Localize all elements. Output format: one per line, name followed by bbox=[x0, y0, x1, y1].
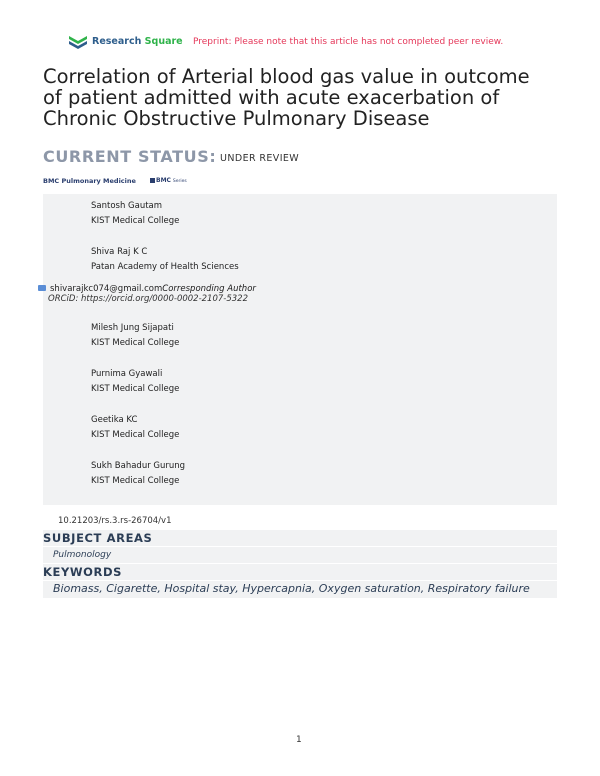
logo-name: Research bbox=[92, 36, 142, 47]
corresponding-author-label: Corresponding Author bbox=[162, 284, 256, 294]
article-title: Correlation of Arterial blood gas value in outcome of patient admitted with acute exacerbation of Chronic Obstructive Pulmonary Disease bbox=[43, 65, 530, 130]
author-name: Shiva Raj K C bbox=[91, 247, 148, 257]
journal-name[interactable]: BMC Pulmonary Medicine bbox=[43, 177, 136, 185]
preprint-notice: Preprint: Please note that this article has not completed peer review. bbox=[193, 37, 504, 47]
mail-icon[interactable] bbox=[38, 285, 46, 291]
author-entry bbox=[91, 321, 179, 351]
author-entry bbox=[91, 413, 179, 443]
subject-areas-value[interactable]: Pulmonology bbox=[43, 547, 557, 563]
author-name: Santosh Gautam bbox=[91, 201, 163, 211]
author-entry bbox=[91, 199, 179, 229]
author-affiliation: KIST Medical College bbox=[91, 216, 180, 226]
author-entry bbox=[91, 459, 185, 489]
keywords-heading: KEYWORDS bbox=[43, 564, 557, 580]
corresponding-email-link[interactable]: shivarajkc074@gmail.com bbox=[50, 284, 163, 294]
author-affiliation: KIST Medical College bbox=[91, 338, 180, 348]
page-number: 1 bbox=[296, 735, 302, 745]
bmc-series-word: Series bbox=[172, 179, 187, 184]
bmc-series-logo bbox=[150, 177, 187, 184]
author-name: Geetika KC bbox=[91, 415, 138, 425]
research-square-logo-icon bbox=[68, 34, 88, 50]
author-name: Sukh Bahadur Gurung bbox=[91, 461, 186, 471]
author-affiliation: KIST Medical College bbox=[91, 384, 180, 394]
bmc-mark-icon bbox=[150, 178, 155, 183]
orcid-link[interactable]: ORCiD: https://orcid.org/0000-0002-2107-5322 bbox=[48, 294, 248, 304]
author-name: Purnima Gyawali bbox=[91, 369, 163, 379]
author-entry bbox=[91, 245, 239, 275]
logo-square-word: Square bbox=[144, 36, 183, 47]
author-name: Milesh Jung Sijapati bbox=[91, 323, 174, 333]
authors-panel bbox=[43, 194, 557, 505]
author-affiliation: KIST Medical College bbox=[91, 430, 180, 440]
author-affiliation: KIST Medical College bbox=[91, 476, 180, 486]
status-value: UNDER REVIEW bbox=[220, 153, 300, 164]
logo-wordmark bbox=[92, 36, 183, 47]
doi-link[interactable]: 10.21203/rs.3.rs-26704/v1 bbox=[58, 516, 172, 526]
bmc-brand: BMC bbox=[156, 177, 171, 184]
author-entry bbox=[91, 367, 179, 397]
author-affiliation: Patan Academy of Health Sciences bbox=[91, 262, 239, 272]
research-square-logo[interactable] bbox=[68, 34, 183, 52]
subject-areas-heading: SUBJECT AREAS bbox=[43, 530, 557, 546]
status-label: CURRENT STATUS: bbox=[43, 147, 217, 166]
keywords-value: Biomass, Cigarette, Hospital stay, Hypercapnia, Oxygen saturation, Respiratory failure bbox=[43, 581, 557, 598]
